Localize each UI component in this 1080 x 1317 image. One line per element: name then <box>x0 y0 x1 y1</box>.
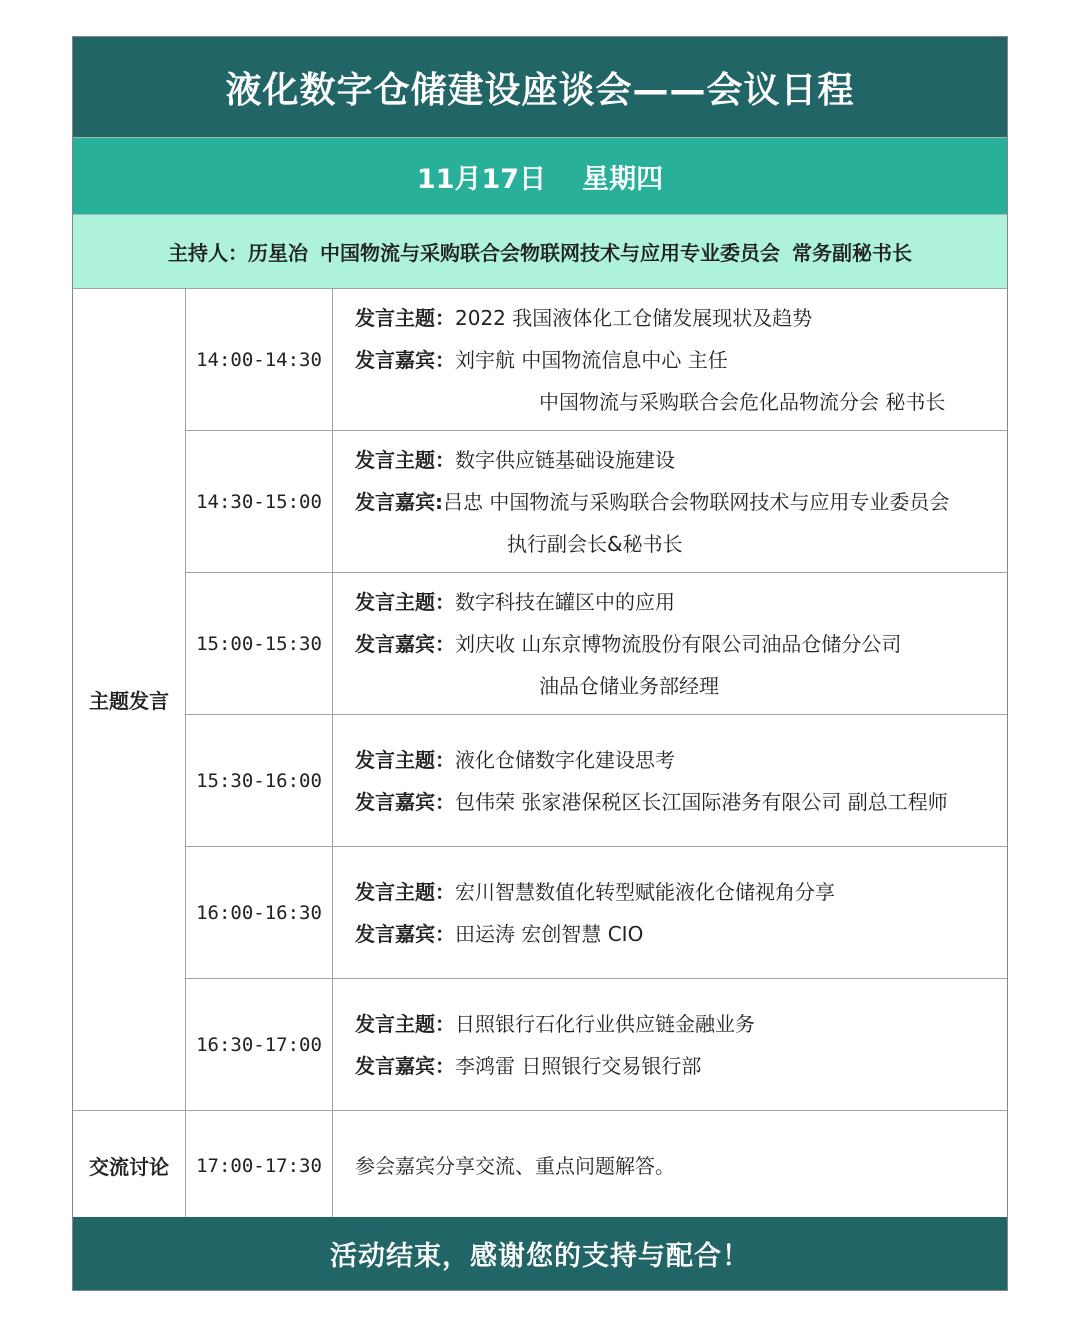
discussion-time: 17:00-17:30 <box>186 1111 333 1220</box>
discussion-row <box>186 1111 1007 1220</box>
topic-label: 发言主题： <box>355 305 455 330</box>
closing-banner: 活动结束，感谢您的支持与配合！ <box>73 1217 1007 1290</box>
section-label-discussion: 交流讨论 <box>73 1111 186 1220</box>
session-speaker-extra: 油品仓储业务部经理 <box>539 673 719 698</box>
session-topic: 2022 我国液体化工仓储发展现状及趋势 <box>455 305 813 330</box>
speaker-label: 发言嘉宾： <box>355 789 455 814</box>
section-label-keynotes: 主题发言 <box>73 289 186 1111</box>
session-row <box>186 979 1007 1111</box>
session-details <box>333 431 1007 572</box>
speaker-label: 发言嘉宾: <box>355 489 443 514</box>
session-row <box>186 573 1007 715</box>
date-day: 11月17日 <box>416 163 547 195</box>
discussion-text: 参会嘉宾分享交流、重点问题解答。 <box>355 1153 675 1178</box>
session-speaker-extra: 执行副会长&秘书长 <box>507 531 683 556</box>
session-details <box>333 847 1007 978</box>
topic-label: 发言主题： <box>355 447 455 472</box>
session-topic: 液化仓储数字化建设思考 <box>455 747 675 772</box>
session-topic: 数字供应链基础设施建设 <box>455 447 675 472</box>
session-speaker: 包伟荣 张家港保税区长江国际港务有限公司 副总工程师 <box>455 789 948 814</box>
session-details <box>333 979 1007 1110</box>
session-speaker: 刘宇航 中国物流信息中心 主任 <box>455 347 728 372</box>
agenda-document <box>72 36 1008 1291</box>
session-details <box>333 573 1007 714</box>
section-keynotes <box>73 289 1007 1111</box>
topic-label: 发言主题： <box>355 747 455 772</box>
session-time: 15:30-16:00 <box>186 715 333 846</box>
host-role: 常务副秘书长 <box>792 241 912 265</box>
session-time: 16:00-16:30 <box>186 847 333 978</box>
session-speaker: 李鸿雷 日照银行交易银行部 <box>455 1053 702 1078</box>
session-topic: 宏川智慧数值化转型赋能液化仓储视角分享 <box>455 879 835 904</box>
host-banner <box>73 214 1007 289</box>
session-row <box>186 715 1007 847</box>
agenda-title: 液化数字仓储建设座谈会——会议日程 <box>73 37 1007 137</box>
session-row <box>186 289 1007 431</box>
date-banner <box>73 137 1007 214</box>
session-speaker-extra: 中国物流与采购联合会危化品物流分会 秘书长 <box>539 389 946 414</box>
session-speaker: 吕忠 中国物流与采购联合会物联网技术与应用专业委员会 <box>443 489 950 514</box>
session-topic: 日照银行石化行业供应链金融业务 <box>455 1011 755 1036</box>
session-topic: 数字科技在罐区中的应用 <box>455 589 675 614</box>
speaker-label: 发言嘉宾： <box>355 631 455 656</box>
topic-label: 发言主题： <box>355 1011 455 1036</box>
topic-label: 发言主题： <box>355 879 455 904</box>
topic-label: 发言主题： <box>355 589 455 614</box>
session-time: 14:30-15:00 <box>186 431 333 572</box>
speaker-label: 发言嘉宾： <box>355 1053 455 1078</box>
host-label: 主持人： <box>168 241 248 265</box>
session-time: 14:00-14:30 <box>186 289 333 430</box>
session-speaker: 田运涛 宏创智慧 CIO <box>455 921 644 946</box>
session-time: 16:30-17:00 <box>186 979 333 1110</box>
session-details <box>333 289 1007 430</box>
speaker-label: 发言嘉宾： <box>355 347 455 372</box>
session-row <box>186 431 1007 573</box>
schedule-table <box>73 289 1007 1220</box>
date-weekday: 星期四 <box>582 163 664 195</box>
session-row <box>186 847 1007 979</box>
session-speaker: 刘庆收 山东京博物流股份有限公司油品仓储分公司 <box>455 631 902 656</box>
session-time: 15:00-15:30 <box>186 573 333 714</box>
host-name: 历星冶 <box>248 241 308 265</box>
host-org: 中国物流与采购联合会物联网技术与应用专业委员会 <box>320 241 780 265</box>
speaker-label: 发言嘉宾： <box>355 921 455 946</box>
section-discussion <box>73 1111 1007 1220</box>
session-details <box>333 715 1007 846</box>
